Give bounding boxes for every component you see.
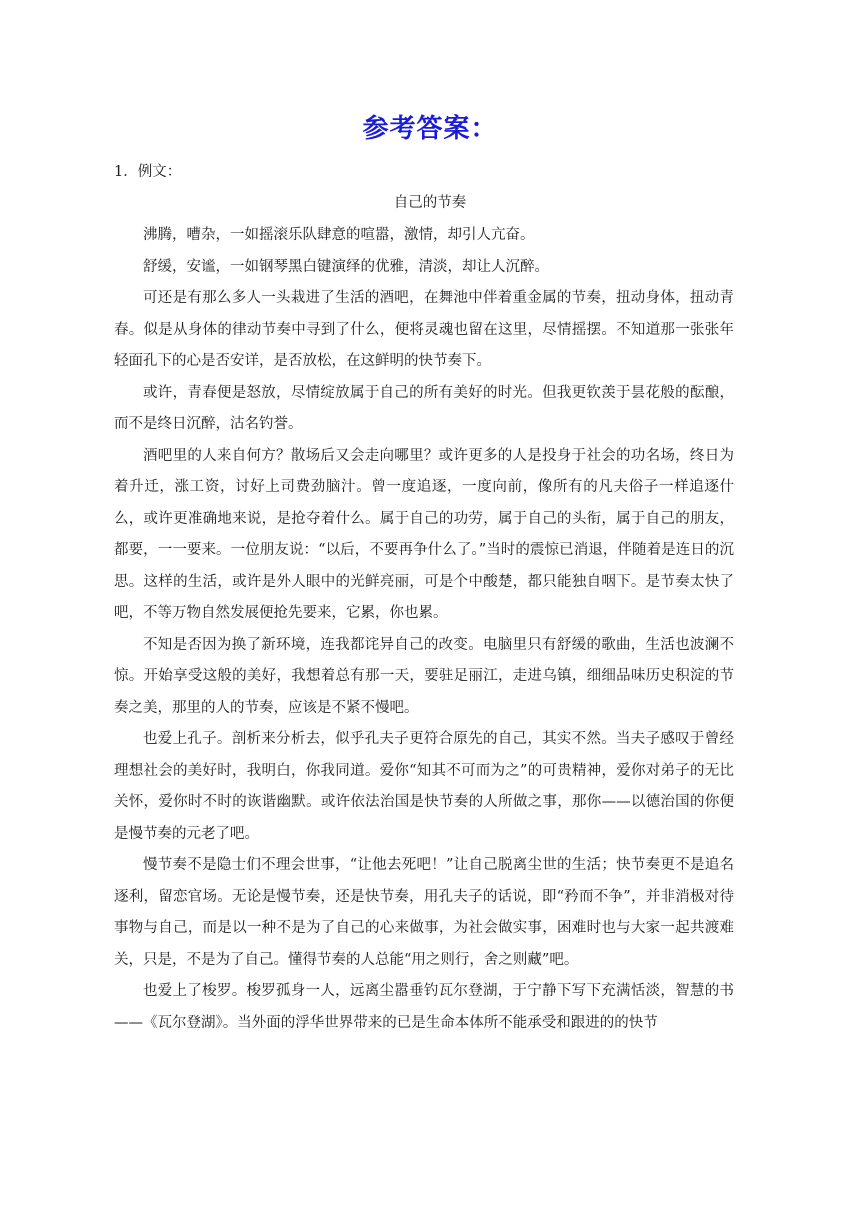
paragraph: 可还是有那么多人一头栽进了生活的酒吧，在舞池中伴着重金属的节奏，扭动身体，扭动青春。似是从身体的律动节奏中寻到了什么，便将灵魂也留在这里，尽情摇摆。不知道那一张张年轻面孔下的心是否安详，是否放松，在这鲜明的快节奏下。 bbox=[114, 290, 734, 369]
answer-heading: 参考答案： bbox=[362, 114, 498, 144]
paragraph: 酒吧里的人来自何方？散场后又会走向哪里？或许更多的人是投身于社会的功名场，终日为着升迁，涨工资，讨好上司费劲脑汁。曾一度追逐，一度向前，像所有的凡夫俗子一样追逐什么，或许更准确地来说，是抢夺着什么。属于自己的功劳，属于自己的头衔，属于自己的朋友，都要，一一要来。一位朋友说：“以后，不要再争什么了。”当时的震惊已消退，伴随着是连日的沉思。这样的生活，或许是外人眼中的光鲜亮丽，可是个中酸楚，都只能独自咽下。是节奏太快了吧，不等万物自然发展便抢先要来，它累，你也累。 bbox=[114, 447, 734, 621]
paragraph: 舒缓，安谧，一如钢琴黑白键演绎的优雅，清淡，却让人沉醉。 bbox=[143, 258, 549, 275]
paragraph: 或许，青春便是怒放，尽情绽放属于自己的所有美好的时光。但我更钦羡于昙花般的酝酿，而不是终日沉醉，沽名钓誉。 bbox=[114, 384, 734, 432]
essay-body bbox=[114, 220, 734, 1039]
paragraph: 沸腾，嘈杂，一如摇滚乐队肆意的喧嚣，激情，却引人亢奋。 bbox=[143, 227, 535, 243]
essay-title: 自己的节奏 bbox=[393, 195, 467, 211]
paragraph: 不知是否因为换了新环境，连我都诧异自己的改变。电脑里只有舒缓的歌曲，生活也波澜不惊。开始享受这般的美好，我想着总有那一天，要驻足丽江，走进乌镇，细细品味历史积淀的节奏之美，那里的人的节奏，应该是不紧不慢吧。 bbox=[114, 636, 734, 716]
paragraph: 也爱上了梭罗。梭罗孤身一人，远离尘嚣垂钓瓦尔登湖，于宁静下写下充满恬淡，智慧的书——《瓦尔登湖》。当外面的浮华世界带来的已是生命本体所不能承受和跟进的的快节 bbox=[114, 983, 734, 1031]
paragraph: 也爱上孔子。剖析来分析去，似乎孔夫子更符合原先的自己，其实不然。当夫子感叹于曾经理想社会的美好时，我明白，你我同道。爱你“知其不可而为之”的可贵精神，爱你对弟子的无比关怀，爱你时不时的诙谐幽默。或许依法治国是快节奏的人所做之事，那你——以德治国的你便是慢节奏的元老了吧。 bbox=[114, 731, 734, 842]
paragraph: 慢节奏不是隐士们不理会世事，“让他去死吧！”让自己脱离尘世的生活；快节奏更不是追名逐利，留恋官场。无论是慢节奏，还是快节奏，用孔夫子的话说，即“矜而不争”，并非消极对待事物与自己，而是以一种不是为了自己的心来做事，为社会做实事，困难时也与大家一起共渡难关，只是，不是为了自己。懂得节奏的人总能“用之则行，舍之则藏”吧。 bbox=[114, 857, 734, 968]
item-label: 1．例文： bbox=[114, 164, 182, 180]
